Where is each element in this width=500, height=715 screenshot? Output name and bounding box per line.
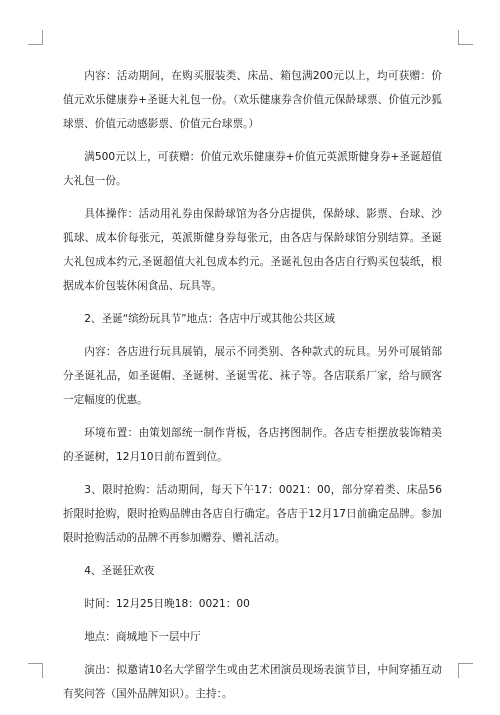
heading-toy-festival: 2、圣诞“缤纷玩具节”地点：各店中厅或其他公共区域 xyxy=(84,313,335,325)
crop-mark-top-left xyxy=(28,30,43,45)
document-body xyxy=(63,64,442,715)
paragraph-time: 时间：12月25日晚18：0021：00 xyxy=(84,598,250,610)
crop-mark-bottom-left xyxy=(28,663,43,678)
crop-mark-bottom-right xyxy=(458,663,473,678)
paragraph-gift-content: 内容：活动期间，在购买服装类、床品、箱包满200元以上，均可获赠：价值元欢乐健康券+圣诞大礼包一份。（欢乐健康券含价值元保龄球票、价值元沙狐球票、价值元动感影票、价值元台球票。） xyxy=(63,70,442,130)
paragraph-500-tier: 满500元以上，可获赠：价值元欢乐健康券+价值元英派斯健身券+圣诞超值大礼包一份。 xyxy=(63,151,442,187)
paragraph-performance: 演出：拟邀请10名大学留学生或由艺术团演员现场表演节目，中间穿插互动有奖问答（国外品牌知识）。主持：。 xyxy=(63,664,442,700)
crop-mark-top-right xyxy=(458,30,473,45)
paragraph-flash-sale: 3、限时抢购：活动期间，每天下午17：0021：00，部分穿着类、床品56折限时抢购，限时抢购品牌由各店自行确定。各店于12月17日前确定品牌。参加限时抢购活动的品牌不再参加赠券、赠礼活动。 xyxy=(63,484,442,544)
paragraph-toy-content: 内容：各店进行玩具展销，展示不同类别、各种款式的玩具。另外可展销部分圣诞礼品，如圣诞帽、圣诞树、圣诞雪花、袜子等。各店联系厂家，给与顾客一定幅度的优惠。 xyxy=(63,346,442,406)
heading-christmas-night: 4、圣诞狂欢夜 xyxy=(84,565,155,577)
paragraph-environment: 环境布置：由策划部统一制作背板，各店拷图制作。各店专柜摆放装饰精美的圣诞树，12月10日前布置到位。 xyxy=(63,427,442,463)
paragraph-operation: 具体操作：活动用礼券由保龄球馆为各分店提供，保龄球、影票、台球、沙狐球、成本价每张元，英派斯健身券每张元，由各店与保龄球馆分别结算。圣诞大礼包成本约元,圣诞超值大礼包成本约元。圣诞礼包由各店自行购买包装纸，根据成本价包装休闲食品、玩具等。 xyxy=(63,208,442,292)
paragraph-location: 地点：商城地下一层中厅 xyxy=(84,631,201,643)
